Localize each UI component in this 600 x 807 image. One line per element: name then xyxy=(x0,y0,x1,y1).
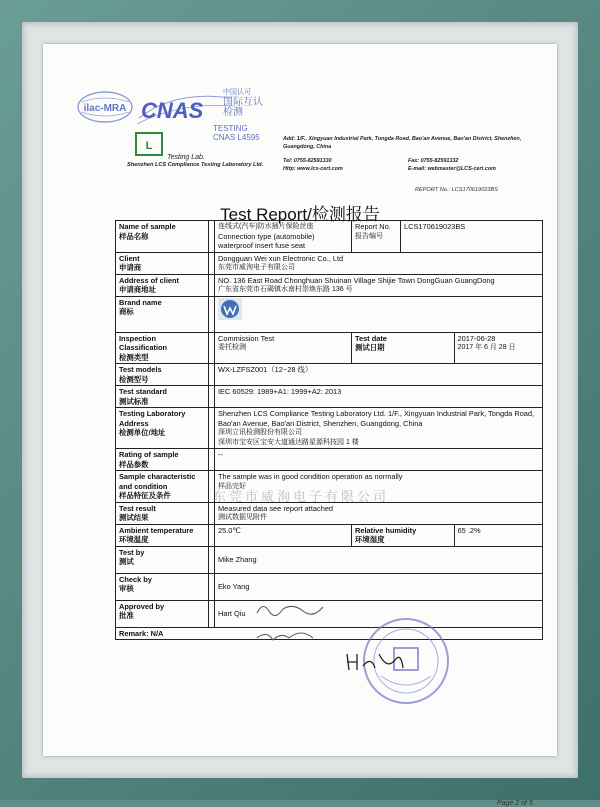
lab-address: Add: 1/F., Xingyuan Industrial Park, Tongda Road, Bao'an Avenue, Bao'an District, Shenzhen, Guangdong, China xyxy=(283,136,522,150)
result-label-en: Test result xyxy=(119,503,156,513)
label-cell xyxy=(352,524,455,546)
fax: Fax: 0755-82591332 xyxy=(408,158,459,164)
table-row xyxy=(116,364,543,386)
result-value-cn: 测试数据见附件 xyxy=(218,514,267,521)
cnas-text: CNAS xyxy=(141,98,204,123)
name-label-cn: 样品名称 xyxy=(119,231,149,241)
cnas-cn-line: 国际互认 xyxy=(223,97,263,108)
approved-value: Hart Qiu xyxy=(218,608,246,618)
value-cell xyxy=(215,449,543,471)
table-row xyxy=(116,386,543,408)
label-cell xyxy=(116,449,209,471)
label-cell xyxy=(116,573,209,600)
report-no-top: REPORT No.: LCS170619023BS xyxy=(415,187,498,193)
client-label-cn: 申请商 xyxy=(119,263,142,272)
table-row xyxy=(116,502,543,524)
signature-approved-by xyxy=(343,650,423,674)
page-title: Test Report/检测报告 xyxy=(220,205,380,224)
cnas-cn-block xyxy=(223,88,263,118)
address-value-en: NO. 136 East Road Chonghuan Shuinan Village Shijie Town DongGuan GuangDong xyxy=(218,275,495,285)
website-link[interactable]: Http: www.lcs-cert.com xyxy=(283,165,343,172)
table-row xyxy=(116,221,543,253)
lab-name: Shenzhen LCS Compliance Testing Laboratory Ltd. xyxy=(127,162,264,168)
value-cell xyxy=(215,573,543,600)
table-row xyxy=(116,573,543,600)
condition-label-en: Sample characteristic and condition xyxy=(119,472,196,491)
cnas-en-line: CNAS L4595 xyxy=(213,133,260,142)
label-cell xyxy=(116,274,209,296)
table-row xyxy=(116,546,543,573)
models-label-cn: 检测型号 xyxy=(119,374,149,384)
value-cell xyxy=(401,221,543,253)
condition-label-cn: 样品特征及条件 xyxy=(119,491,171,500)
client-value-en: Dongguan Wei xun Electronic Co., Ltd xyxy=(218,253,344,263)
svg-text:L: L xyxy=(145,140,153,152)
client-value-cn: 东莞市威洵电子有限公司 xyxy=(218,264,295,271)
value-cell xyxy=(215,502,543,524)
value-cell xyxy=(215,332,352,364)
check-label-en: Check by xyxy=(119,574,152,584)
label-cell xyxy=(116,502,209,524)
value-cell xyxy=(215,364,543,386)
value-cell xyxy=(454,332,542,364)
brand-label-cn: 商标 xyxy=(119,307,134,316)
value-cell xyxy=(454,524,542,546)
lcs-logo xyxy=(135,132,163,156)
table-row xyxy=(116,332,543,364)
lab-value-en: Shenzhen LCS Compliance Testing Laboratory Ltd. 1/F., Xingyuan Industrial Park, Tongda Road, Bao'an Avenue, Bao'an District, Shenzhen, Guangdong, China xyxy=(218,409,535,428)
label-cell xyxy=(116,546,209,573)
tel: Tel: 0755-82591330 xyxy=(283,158,332,164)
name-value-en: Connection type (automobile) waterproof insert fuse seat xyxy=(218,231,315,250)
condition-value-en: The sample was in good condition operation as normally xyxy=(218,472,403,481)
temp-value: 25.0℃ xyxy=(218,525,241,535)
testby-label-en: Test by xyxy=(119,547,145,557)
label-cell xyxy=(116,252,209,274)
label-cell xyxy=(116,364,209,386)
value-cell xyxy=(215,546,543,573)
inspection-value-en: Commission Test xyxy=(218,333,275,343)
lab-label-cn: 检测单位/地址 xyxy=(119,428,166,437)
address-label-cn: 申请商地址 xyxy=(119,285,156,294)
standard-label-cn: 测试标准 xyxy=(119,396,149,406)
label-cell xyxy=(116,296,209,332)
label-cell xyxy=(352,221,401,253)
report-label-cn: 报告编号 xyxy=(355,232,383,240)
ilac-mra-logo xyxy=(77,90,133,124)
humidity-label-cn: 环境湿度 xyxy=(355,535,385,544)
value-cell xyxy=(215,386,543,408)
table-row xyxy=(116,449,543,471)
client-label-en: Client xyxy=(119,253,140,263)
cnas-en-line: TESTING xyxy=(213,124,248,133)
label-cell xyxy=(116,471,209,503)
testdate-label-cn: 测试日期 xyxy=(355,343,385,352)
name-value-cn: 连线式(汽车)防水插片保险丝座 xyxy=(218,223,314,230)
humidity-value: 65 .2% xyxy=(457,525,481,535)
result-value-en: Measured data see report attached xyxy=(218,503,334,513)
page-number: Page 2 of 5 xyxy=(497,800,533,807)
testby-label-cn: 测试 xyxy=(119,557,134,566)
table-row xyxy=(116,296,543,332)
lab-label-en: Testing Laboratory Address xyxy=(119,409,186,428)
humidity-label-en: Relative humidity xyxy=(355,525,417,535)
condition-value-cn: 样品完好 xyxy=(218,482,246,490)
temp-label-en: Ambient temperature xyxy=(119,525,194,535)
label-cell xyxy=(116,386,209,408)
value-cell xyxy=(215,274,543,296)
table-row xyxy=(116,252,543,274)
value-cell xyxy=(215,296,543,332)
standard-value: IEC 60529: 1989+A1: 1999+A2: 2013 xyxy=(218,387,342,396)
label-cell xyxy=(116,408,209,449)
lab-value-cn1: 深圳立讯检测股份有限公司 xyxy=(218,429,302,436)
email-link[interactable]: E-mail: webmaster@LCS-cert.com xyxy=(408,165,496,172)
approved-label-en: Approved by xyxy=(119,601,165,611)
label-cell xyxy=(116,332,209,364)
report-table xyxy=(115,220,543,640)
testdate-value-cn: 2017 年 6 月 28 日 xyxy=(457,344,516,351)
models-label-en: Test models xyxy=(119,365,162,374)
inspection-value-cn: 委托检测 xyxy=(218,344,246,351)
watermark: 东莞市威洵电子有限公司 xyxy=(213,489,390,504)
label-cell xyxy=(116,600,209,627)
address-label-en: Address of client xyxy=(119,275,179,285)
cnas-cn-line: 中国认可 xyxy=(223,89,251,96)
table-row xyxy=(116,408,543,449)
inspection-label-cn: 检测类型 xyxy=(119,352,149,362)
standard-label-en: Test standard xyxy=(119,387,167,396)
value-cell xyxy=(215,221,352,253)
name-label-en: Name of sample xyxy=(119,222,176,231)
approved-label-cn: 批准 xyxy=(119,611,134,620)
testby-value: Mike Zhang xyxy=(218,554,257,564)
remark: Remark: N/A xyxy=(119,628,164,638)
lab-contacts xyxy=(283,158,533,174)
testdate-label-en: Test date xyxy=(355,333,387,343)
check-label-cn: 审核 xyxy=(119,584,134,593)
models-value: WX-LZFSZ001（12~28 线） xyxy=(218,365,313,374)
ilac-text: ilac-MRA xyxy=(83,103,127,114)
report-label-en: Report No. xyxy=(355,222,391,231)
table-row xyxy=(116,524,543,546)
lab-value-cn2: 深圳市宝安区宝安大道通达路星源科技园 1 楼 xyxy=(218,438,359,446)
label-cell xyxy=(116,524,209,546)
label-cell xyxy=(116,221,209,253)
brand-logo-image xyxy=(218,298,242,320)
check-value: Eko Yang xyxy=(218,581,250,591)
cnas-cn-line: 检测 xyxy=(223,107,243,118)
signature-check-by xyxy=(253,626,333,646)
rating-label-en: Rating of sample xyxy=(119,450,179,459)
value-cell xyxy=(215,524,352,546)
result-label-cn: 测试结果 xyxy=(119,513,149,522)
address-value-cn: 广东省东莞市石碣镇水南村崇焕东路 136 号 xyxy=(218,286,353,293)
value-cell xyxy=(215,408,543,449)
report-number: LCS170619023BS xyxy=(404,222,466,231)
testdate-value-en: 2017-06-28 xyxy=(457,333,496,343)
rating-label-cn: 样品参数 xyxy=(119,459,149,469)
table-row xyxy=(116,274,543,296)
brand-label-en: Brand name xyxy=(119,297,162,307)
report-page xyxy=(43,44,557,807)
temp-label-cn: 环境温度 xyxy=(119,535,149,544)
cnas-en-block xyxy=(213,124,260,142)
label-cell xyxy=(352,332,455,364)
value-cell xyxy=(215,252,543,274)
testing-lab-label: Testing Lab. xyxy=(167,154,205,161)
inspection-label-en: Inspection Classification xyxy=(119,333,168,352)
rating-value: -- xyxy=(218,450,223,459)
signature-test-by xyxy=(253,599,333,619)
